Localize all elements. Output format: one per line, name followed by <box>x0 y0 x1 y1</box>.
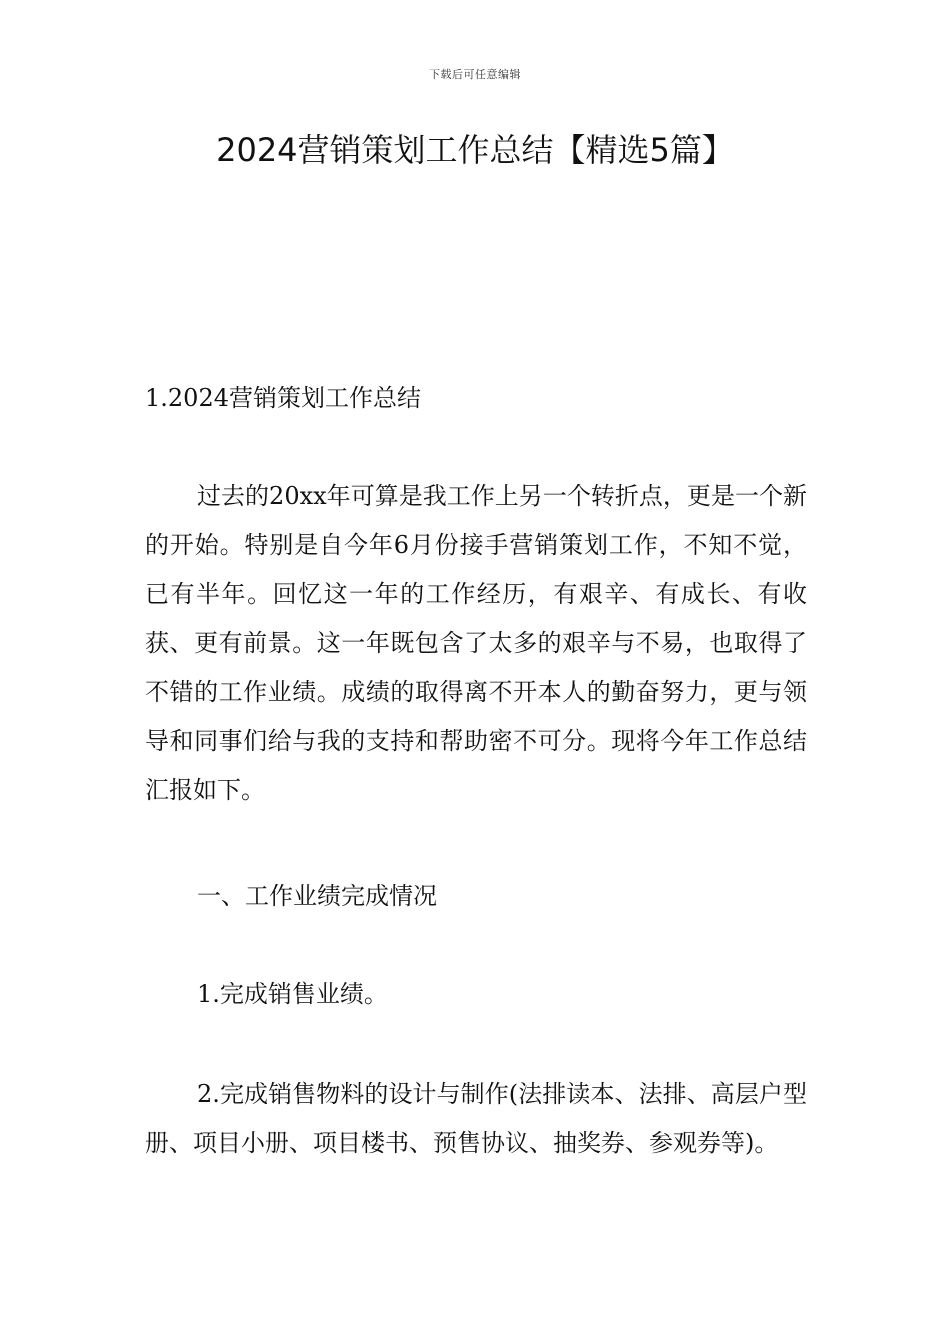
part-one-heading-text: 一、工作业绩完成情况 <box>197 882 437 910</box>
list-item-2-text: 2.完成销售物料的设计与制作(法排读本、法排、高层户型册、项目小册、项目楼书、预售协议、抽奖券、参观券等)。 <box>145 1080 807 1157</box>
list-item-2 <box>145 1070 807 1168</box>
part-one-heading <box>197 872 859 921</box>
list-item-1-text: 1.完成销售业绩。 <box>197 980 388 1008</box>
intro-paragraph-text: 过去的20xx年可算是我工作上另一个转折点，更是一个新的开始。特别是自今年6月份接手营销策划工作，不知不觉，已有半年。回忆这一年的工作经历，有艰辛、有成长、有收获、更有前景。这一年既包含了太多的艰辛与不易，也取得了不错的工作业绩。成绩的取得离不开本人的勤奋努力，更与领导和同事们给与我的支持和帮助密不可分。现将今年工作总结汇报如下。 <box>145 482 807 804</box>
document-title: 2024营销策划工作总结【精选5篇】 <box>216 131 734 169</box>
header-note: 下载后可任意编辑 <box>429 68 521 81</box>
list-item-1 <box>197 970 859 1019</box>
section-heading <box>145 374 807 423</box>
section-heading-text: 1.2024营销策划工作总结 <box>145 384 421 412</box>
intro-paragraph <box>145 472 807 815</box>
